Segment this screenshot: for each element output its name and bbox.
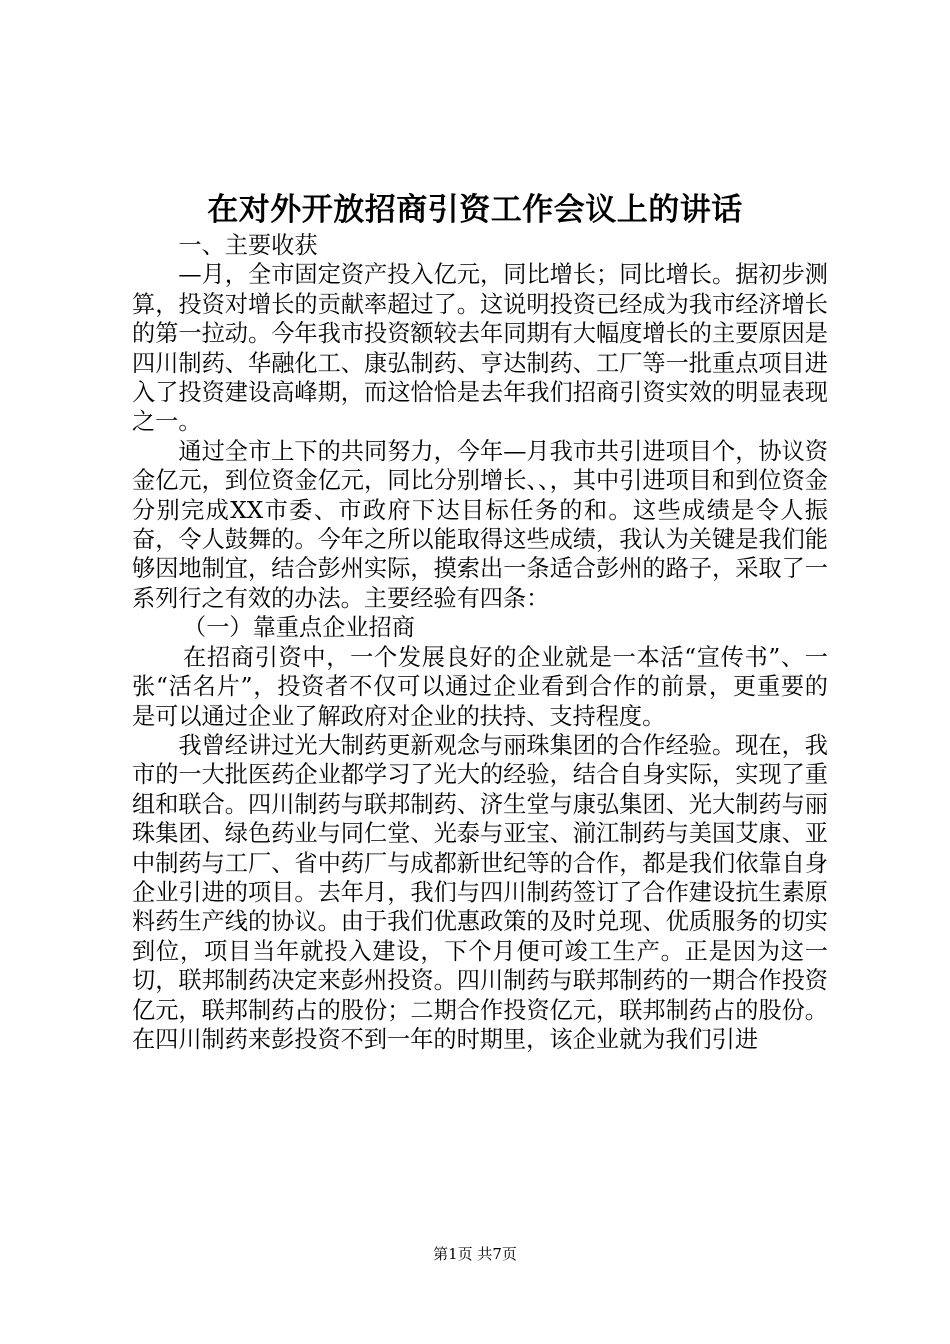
paragraph: 我曾经讲过光大制药更新观念与丽珠集团的合作经验。现在，我市的一大批医药企业都学习了光大的经验，结合自身实际，实现了重组和联合。四川制药与联邦制药、济生堂与康弘集团、光大制药与丽珠集团、绿色药业与同仁堂、光泰与亚宝、湔江制药与美国艾康、亚中制药与工厂、省中药厂与成都新世纪等的合作，都是我们依靠自身企业引进的项目。去年月，我们与四川制药签订了合作建设抗生素原料药生产线的协议。由于我们优惠政策的及时兑现、优质服务的切实到位，项目当年就投入建设，下个月便可竣工生产。正是因为这一切，联邦制药决定来彭州投资。四川制药与联邦制药的一期合作投资亿元，联邦制药占的股份；二期合作投资亿元，联邦制药占的股份。在四川制药来彭投资不到一年的时期里，该企业就为我们引进 <box>132 731 828 1053</box>
paragraph: 通过全市上下的共同努力，今年—月我市共引进项目个，协议资金亿元，到位资金亿元，同比分别增长、、，其中引进项目和到位资金分别完成XX市委、市政府下达目标任务的和。这些成绩是令人振奋，令人鼓舞的。今年之所以能取得这些成绩，我认为关键是我们能够因地制宜，结合彭州实际，摸索出一条适合彭州的路子，采取了一系列行之有效的办法。主要经验有四条： <box>132 437 828 612</box>
page-number: 第1页 共7页 <box>433 1245 517 1263</box>
paragraph: 在招商引资中，一个发展良好的企业就是一本活“宣传书”、一张“活名片”，投资者不仅可以通过企业看到合作的前景，更重要的是可以通过企业了解政府对企业的扶持、支持程度。 <box>132 643 828 730</box>
section-heading: 一、主要收获 <box>178 232 318 259</box>
document-body <box>132 231 828 1054</box>
subsection-heading: （一）靠重点企业招商 <box>183 614 415 642</box>
document-title: 在对外开放招商引资工作会议上的讲话 <box>207 192 743 228</box>
paragraph: —月，全市固定资产投入亿元，同比增长；同比增长。据初步测算，投资对增长的贡献率超过了。这说明投资已经成为我市经济增长的第一拉动。今年我市投资额较去年同期有大幅度增长的主要原因是四川制药、华融化工、康弘制药、亨达制药、工厂等一批重点项目进入了投资建设高峰期，而这恰恰是去年我们招商引资实效的明显表现之一。 <box>132 261 828 436</box>
